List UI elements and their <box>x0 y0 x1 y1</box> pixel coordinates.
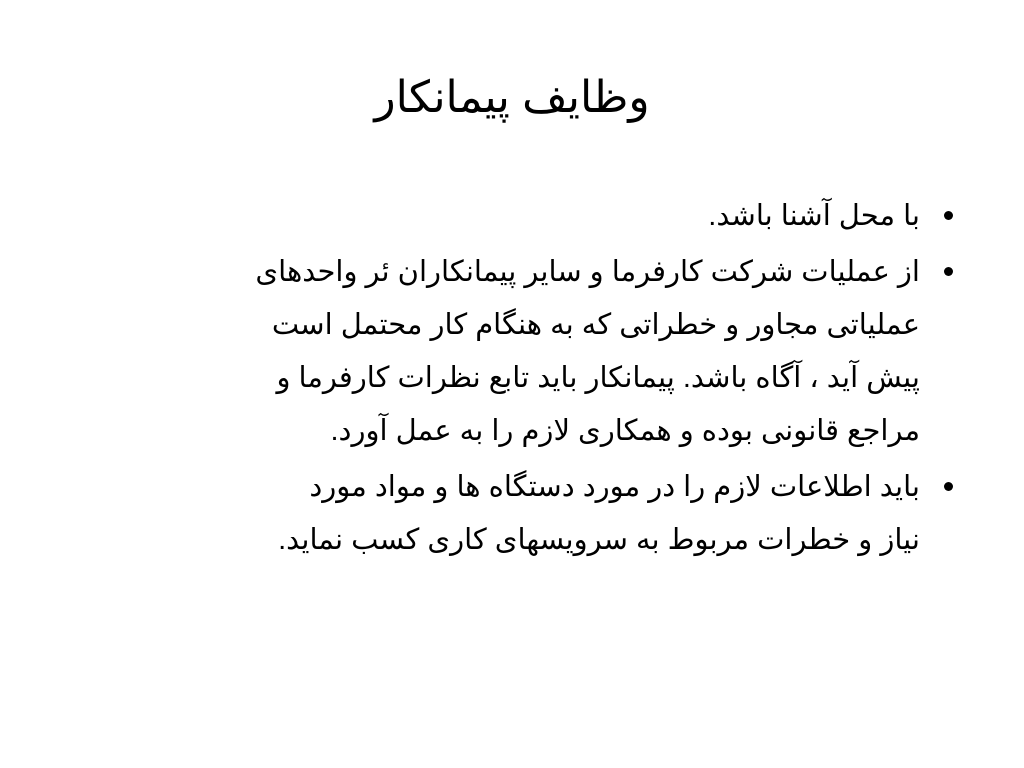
bullet-line: نیاز و خطرات مربوط به سرویسهای کاری کسب نماید. <box>278 524 920 556</box>
slide-title: وظایف پیمانکار <box>374 73 650 122</box>
bullet-item-1 <box>70 190 950 243</box>
bullet-line: پیش آید ، آگاه باشد. پیمانکار باید تابع نظرات کارفرما و <box>276 362 920 394</box>
bullet-text <box>70 190 920 243</box>
bullet-line: باید اطلاعات لازم را در مورد دستگاه ها و مواد مورد <box>309 471 920 503</box>
bullet-list <box>70 190 950 570</box>
bullet-icon <box>944 211 953 220</box>
bullet-icon <box>944 482 953 491</box>
bullet-item-2 <box>70 246 950 458</box>
bullet-icon <box>944 267 953 276</box>
bullet-line: با محل آشنا باشد. <box>708 200 920 232</box>
bullet-text <box>70 246 920 458</box>
bullet-item-3 <box>70 461 950 567</box>
bullet-text <box>70 461 920 567</box>
bullet-line: عملیاتی مجاور و خطراتی که به هنگام کار محتمل است <box>271 309 920 341</box>
bullet-line: مراجع قانونی بوده و همکاری لازم را به عمل آورد. <box>330 415 920 447</box>
bullet-line: از عملیات شرکت کارفرما و سایر پیمانکاران ئر واحدهای <box>255 256 920 288</box>
